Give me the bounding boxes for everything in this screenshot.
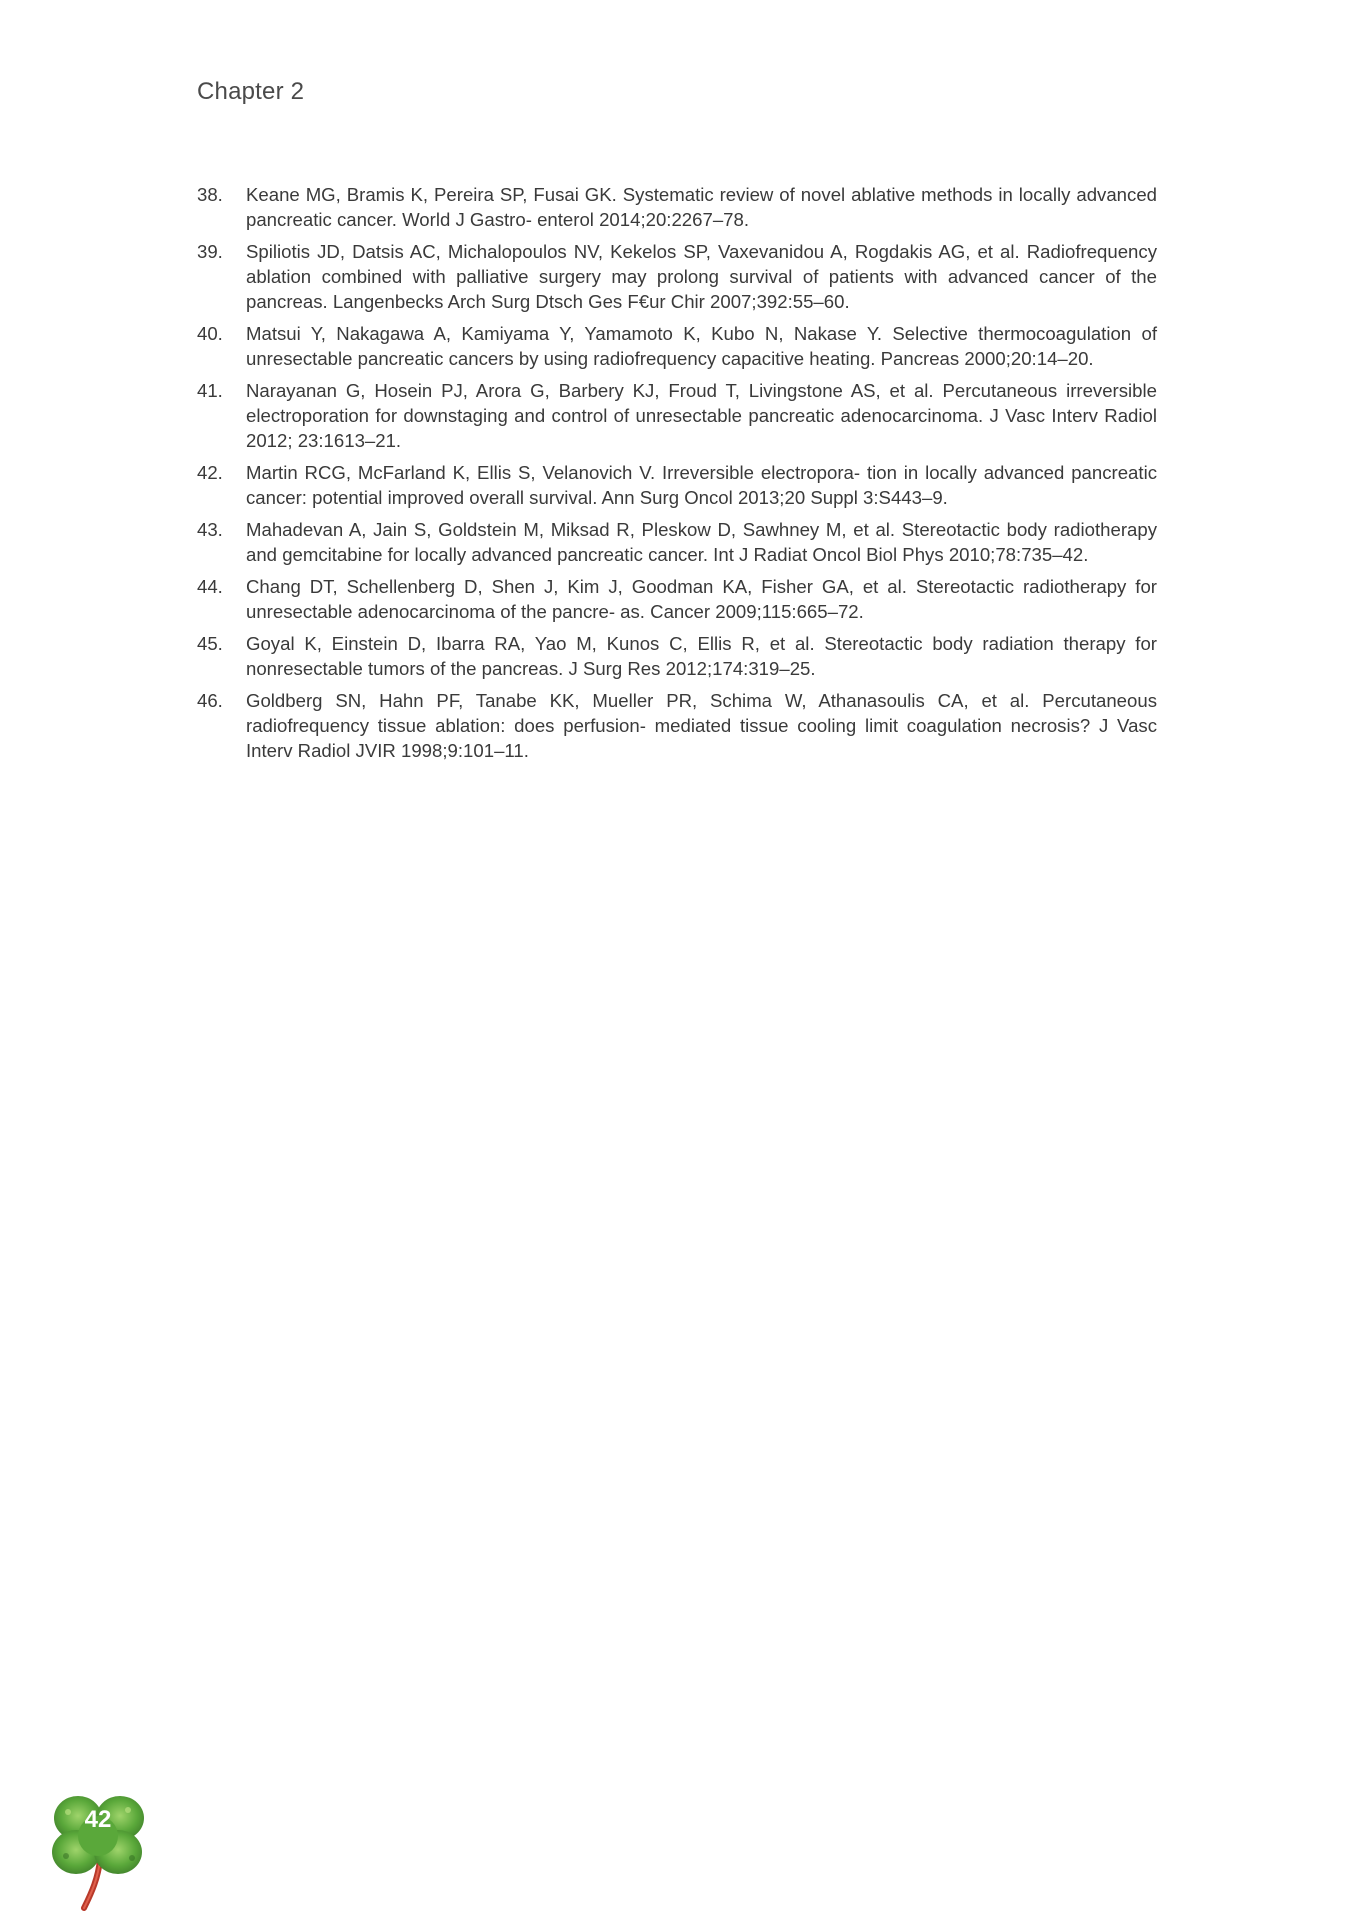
- reference-number: 42.: [197, 462, 223, 483]
- reference-item: [197, 517, 1157, 567]
- reference-text: Martin RCG, McFarland K, Ellis S, Velanovich V. Irreversible electropora- tion in locally advanced pancreatic cancer: potential improved overall survival. Ann Surg Oncol 2013;20 Suppl 3:S443–9.: [246, 462, 1157, 508]
- reference-item: [197, 574, 1157, 624]
- reference-text: Goldberg SN, Hahn PF, Tanabe KK, Mueller PR, Schima W, Athanasoulis CA, et al. Percutaneous radiofrequency tissue ablation: does perfusion- mediated tissue cooling limit coagulation necrosis? J Vasc Interv Radiol JVIR 1998;9:101–11.: [246, 690, 1157, 761]
- reference-list: [197, 182, 1157, 770]
- reference-number: 43.: [197, 519, 223, 540]
- reference-text: Spiliotis JD, Datsis AC, Michalopoulos NV, Kekelos SP, Vaxevanidou A, Rogdakis AG, et al. Radiofrequency ablation combined with palliative surgery may prolong survival of patients with advanced cancer of the pancreas. Langenbecks Arch Surg Dtsch Ges F€ur Chir 2007;392:55–60.: [246, 241, 1157, 312]
- reference-text: Keane MG, Bramis K, Pereira SP, Fusai GK. Systematic review of novel ablative methods in locally advanced pancreatic cancer. World J Gastro- enterol 2014;20:2267–78.: [246, 184, 1157, 230]
- reference-item: [197, 321, 1157, 371]
- reference-item: [197, 239, 1157, 314]
- reference-text: Goyal K, Einstein D, Ibarra RA, Yao M, Kunos C, Ellis R, et al. Stereotactic body radiation therapy for nonresectable tumors of the pancreas. J Surg Res 2012;174:319–25.: [246, 633, 1157, 679]
- reference-item: [197, 182, 1157, 232]
- reference-number: 39.: [197, 241, 223, 262]
- page-badge: [48, 1790, 148, 1912]
- reference-item: [197, 688, 1157, 763]
- reference-item: [197, 378, 1157, 453]
- chapter-header: Chapter 2: [197, 78, 305, 105]
- reference-item: [197, 631, 1157, 681]
- reference-number: 44.: [197, 576, 223, 597]
- reference-text: Matsui Y, Nakagawa A, Kamiyama Y, Yamamoto K, Kubo N, Nakase Y. Selective thermocoagulation of unresectable pancreatic cancers by using radiofrequency capacitive heating. Pancreas 2000;20:14–20.: [246, 323, 1157, 369]
- reference-text: Narayanan G, Hosein PJ, Arora G, Barbery KJ, Froud T, Livingstone AS, et al. Percutaneous irreversible electroporation for downstaging and control of unresectable pancreatic adenocarcinoma. J Vasc Interv Radiol 2012; 23:1613–21.: [246, 380, 1157, 451]
- reference-text: Mahadevan A, Jain S, Goldstein M, Miksad R, Pleskow D, Sawhney M, et al. Stereotactic body radiotherapy and gemcitabine for locally advanced pancreatic cancer. Int J Radiat Oncol Biol Phys 2010;78:735–42.: [246, 519, 1157, 565]
- reference-number: 41.: [197, 380, 223, 401]
- reference-number: 45.: [197, 633, 223, 654]
- reference-number: 46.: [197, 690, 223, 711]
- reference-number: 40.: [197, 323, 223, 344]
- reference-text: Chang DT, Schellenberg D, Shen J, Kim J, Goodman KA, Fisher GA, et al. Stereotactic radiotherapy for unresectable adenocarcinoma of the pancre- as. Cancer 2009;115:665–72.: [246, 576, 1157, 622]
- reference-number: 38.: [197, 184, 223, 205]
- page-number: 42: [84, 1806, 112, 1833]
- reference-item: [197, 460, 1157, 510]
